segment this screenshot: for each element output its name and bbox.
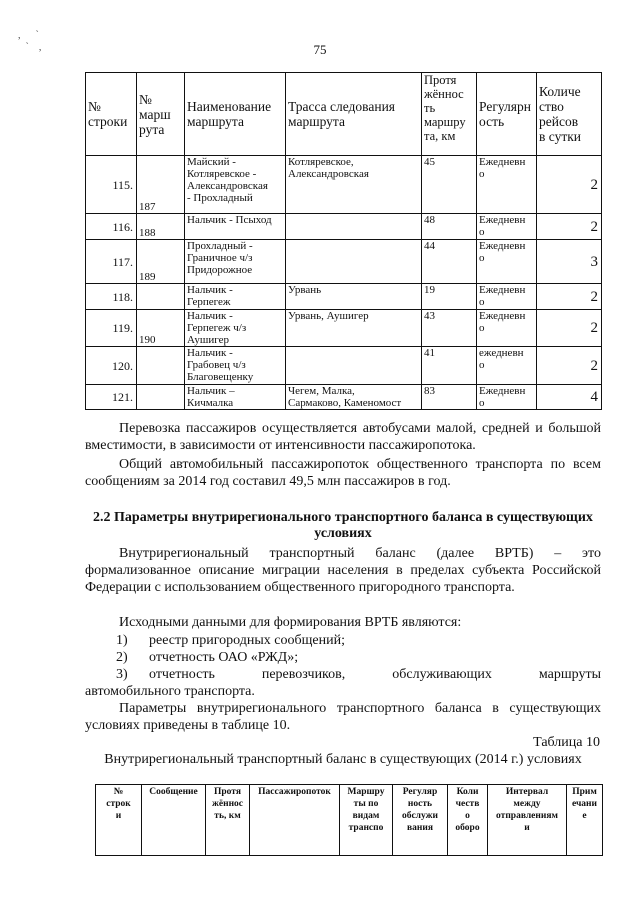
header-cell: Коли честв о оборо [448,785,488,856]
paragraph-vrtb-definition: Внутрирегиональный транспортный баланс (далее ВРТБ) – это формализованное описание миграции населения в пределах субъекта Российской Федерации с использованием общественного пригородного транспорта. [85,546,601,595]
route-length-cell: 83 [422,385,477,410]
trips-cell: 2 [537,284,602,310]
trips-cell: 2 [537,347,602,385]
line-number-cell: 120. [86,347,137,385]
trips-cell: 2 [537,156,602,214]
header-cell: № строк и [96,785,142,856]
header-cell: Пассажиропоток [250,785,340,856]
route-number-cell: 190 [137,310,185,347]
table-row [86,310,602,347]
header-cell: Трасса следования маршрута [286,73,422,156]
header-cell: № строки [86,73,137,156]
table-row [86,347,602,385]
trips-cell: 2 [537,214,602,240]
route-path-cell: Чегем, Малка, Сармаково, Каменомост [286,385,422,410]
route-name-cell: Нальчик – Кичмалка [185,385,286,410]
header-cell: Прим ечани е [567,785,603,856]
route-name-cell: Нальчик - Герпегеж ч/з Аушигер [185,310,286,347]
table-label: Таблица 10 [533,735,600,750]
route-number-cell [137,347,185,385]
regularity-cell: Ежедневн о [477,214,537,240]
route-length-cell: 44 [422,240,477,284]
list-item: 3) отчетность перевозчиков, обслуживающих маршруты [116,667,601,682]
route-name-cell: Майский - Котляревское - Александровская - Прохладный [185,156,286,214]
table-row [86,156,602,214]
line-number-cell: 119. [86,310,137,347]
routes-table [85,72,602,410]
header-cell: № марш рута [137,73,185,156]
paragraph-transport: Перевозка пассажиров осуществляется автобусами малой, средней и большой вместимости, в зависимости от интенсивности пассажиропотока. [85,421,601,453]
header-cell: Регуляр ность обслужи вания [393,785,448,856]
paragraph-params: Параметры внутрирегионального транспортного баланса в существующих условиях приведены в таблице 10. [85,701,601,733]
line-number-cell: 116. [86,214,137,240]
route-name-cell: Прохладный - Граничное ч/з Придорожное [185,240,286,284]
trips-cell: 3 [537,240,602,284]
route-number-cell: 189 [137,240,185,284]
regularity-cell: Ежедневн о [477,385,537,410]
regularity-cell: Ежедневн о [477,240,537,284]
section-heading: 2.2 Параметры внутрирегионального транспортного баланса в существующих условиях [93,510,593,541]
trips-cell: 4 [537,385,602,410]
list-item-continuation: автомобильного транспорта. [85,684,255,699]
route-path-cell [286,347,422,385]
route-name-cell: Нальчик - Герпегеж [185,284,286,310]
balance-table [95,784,603,856]
header-cell: Количе ство рейсов в сутки [537,73,602,156]
header-cell: Протя жённос ть, км [206,785,250,856]
route-path-cell [286,240,422,284]
regularity-cell: Ежедневн о [477,156,537,214]
route-name-cell: Нальчик - Псыход [185,214,286,240]
line-number-cell: 115. [86,156,137,214]
table-row [86,214,602,240]
line-number-cell: 117. [86,240,137,284]
regularity-cell: Ежедневн о [477,310,537,347]
balance-header-row [96,785,603,856]
paragraph-passenger-flow: Общий автомобильный пассажиропоток общественного транспорта по всем сообщениям за 2014 год составил 49,5 млн пассажиров в год. [85,457,601,489]
route-path-cell: Урвань [286,284,422,310]
scan-marks: , ` ` , [18,30,42,53]
route-number-cell [137,385,185,410]
list-item: 1) реестр пригородных сообщений; [116,633,345,648]
header-cell: Регулярн ость [477,73,537,156]
header-cell: Наименование маршрута [185,73,286,156]
route-path-cell [286,214,422,240]
header-cell: Интервал между отправлениям и [488,785,567,856]
route-number-cell: 187 [137,156,185,214]
route-length-cell: 43 [422,310,477,347]
route-length-cell: 19 [422,284,477,310]
route-length-cell: 41 [422,347,477,385]
header-cell: Протя жённос ть маршру та, км [422,73,477,156]
routes-header-row [86,73,602,156]
trips-cell: 2 [537,310,602,347]
table-row [86,385,602,410]
route-length-cell: 45 [422,156,477,214]
regularity-cell: Ежедневн о [477,284,537,310]
route-path-cell: Урвань, Аушигер [286,310,422,347]
page-number: 75 [313,42,327,57]
table-row [86,240,602,284]
table-row [86,284,602,310]
line-number-cell: 118. [86,284,137,310]
route-number-cell [137,284,185,310]
regularity-cell: ежедневн о [477,347,537,385]
route-number-cell: 188 [137,214,185,240]
header-cell: Маршру ты по видам транспо [340,785,393,856]
route-length-cell: 48 [422,214,477,240]
route-name-cell: Нальчик - Грабовец ч/з Благовещенку [185,347,286,385]
list-item: 2) отчетность ОАО «РЖД»; [116,650,299,665]
paragraph-source-data: Исходными данными для формирования ВРТБ являются: [119,615,462,630]
header-cell: Сообщение [142,785,206,856]
line-number-cell: 121. [86,385,137,410]
table-title: Внутрирегиональный транспортный баланс в существующих (2014 г.) условиях [104,752,582,767]
route-path-cell: Котляревское, Александровская [286,156,422,214]
